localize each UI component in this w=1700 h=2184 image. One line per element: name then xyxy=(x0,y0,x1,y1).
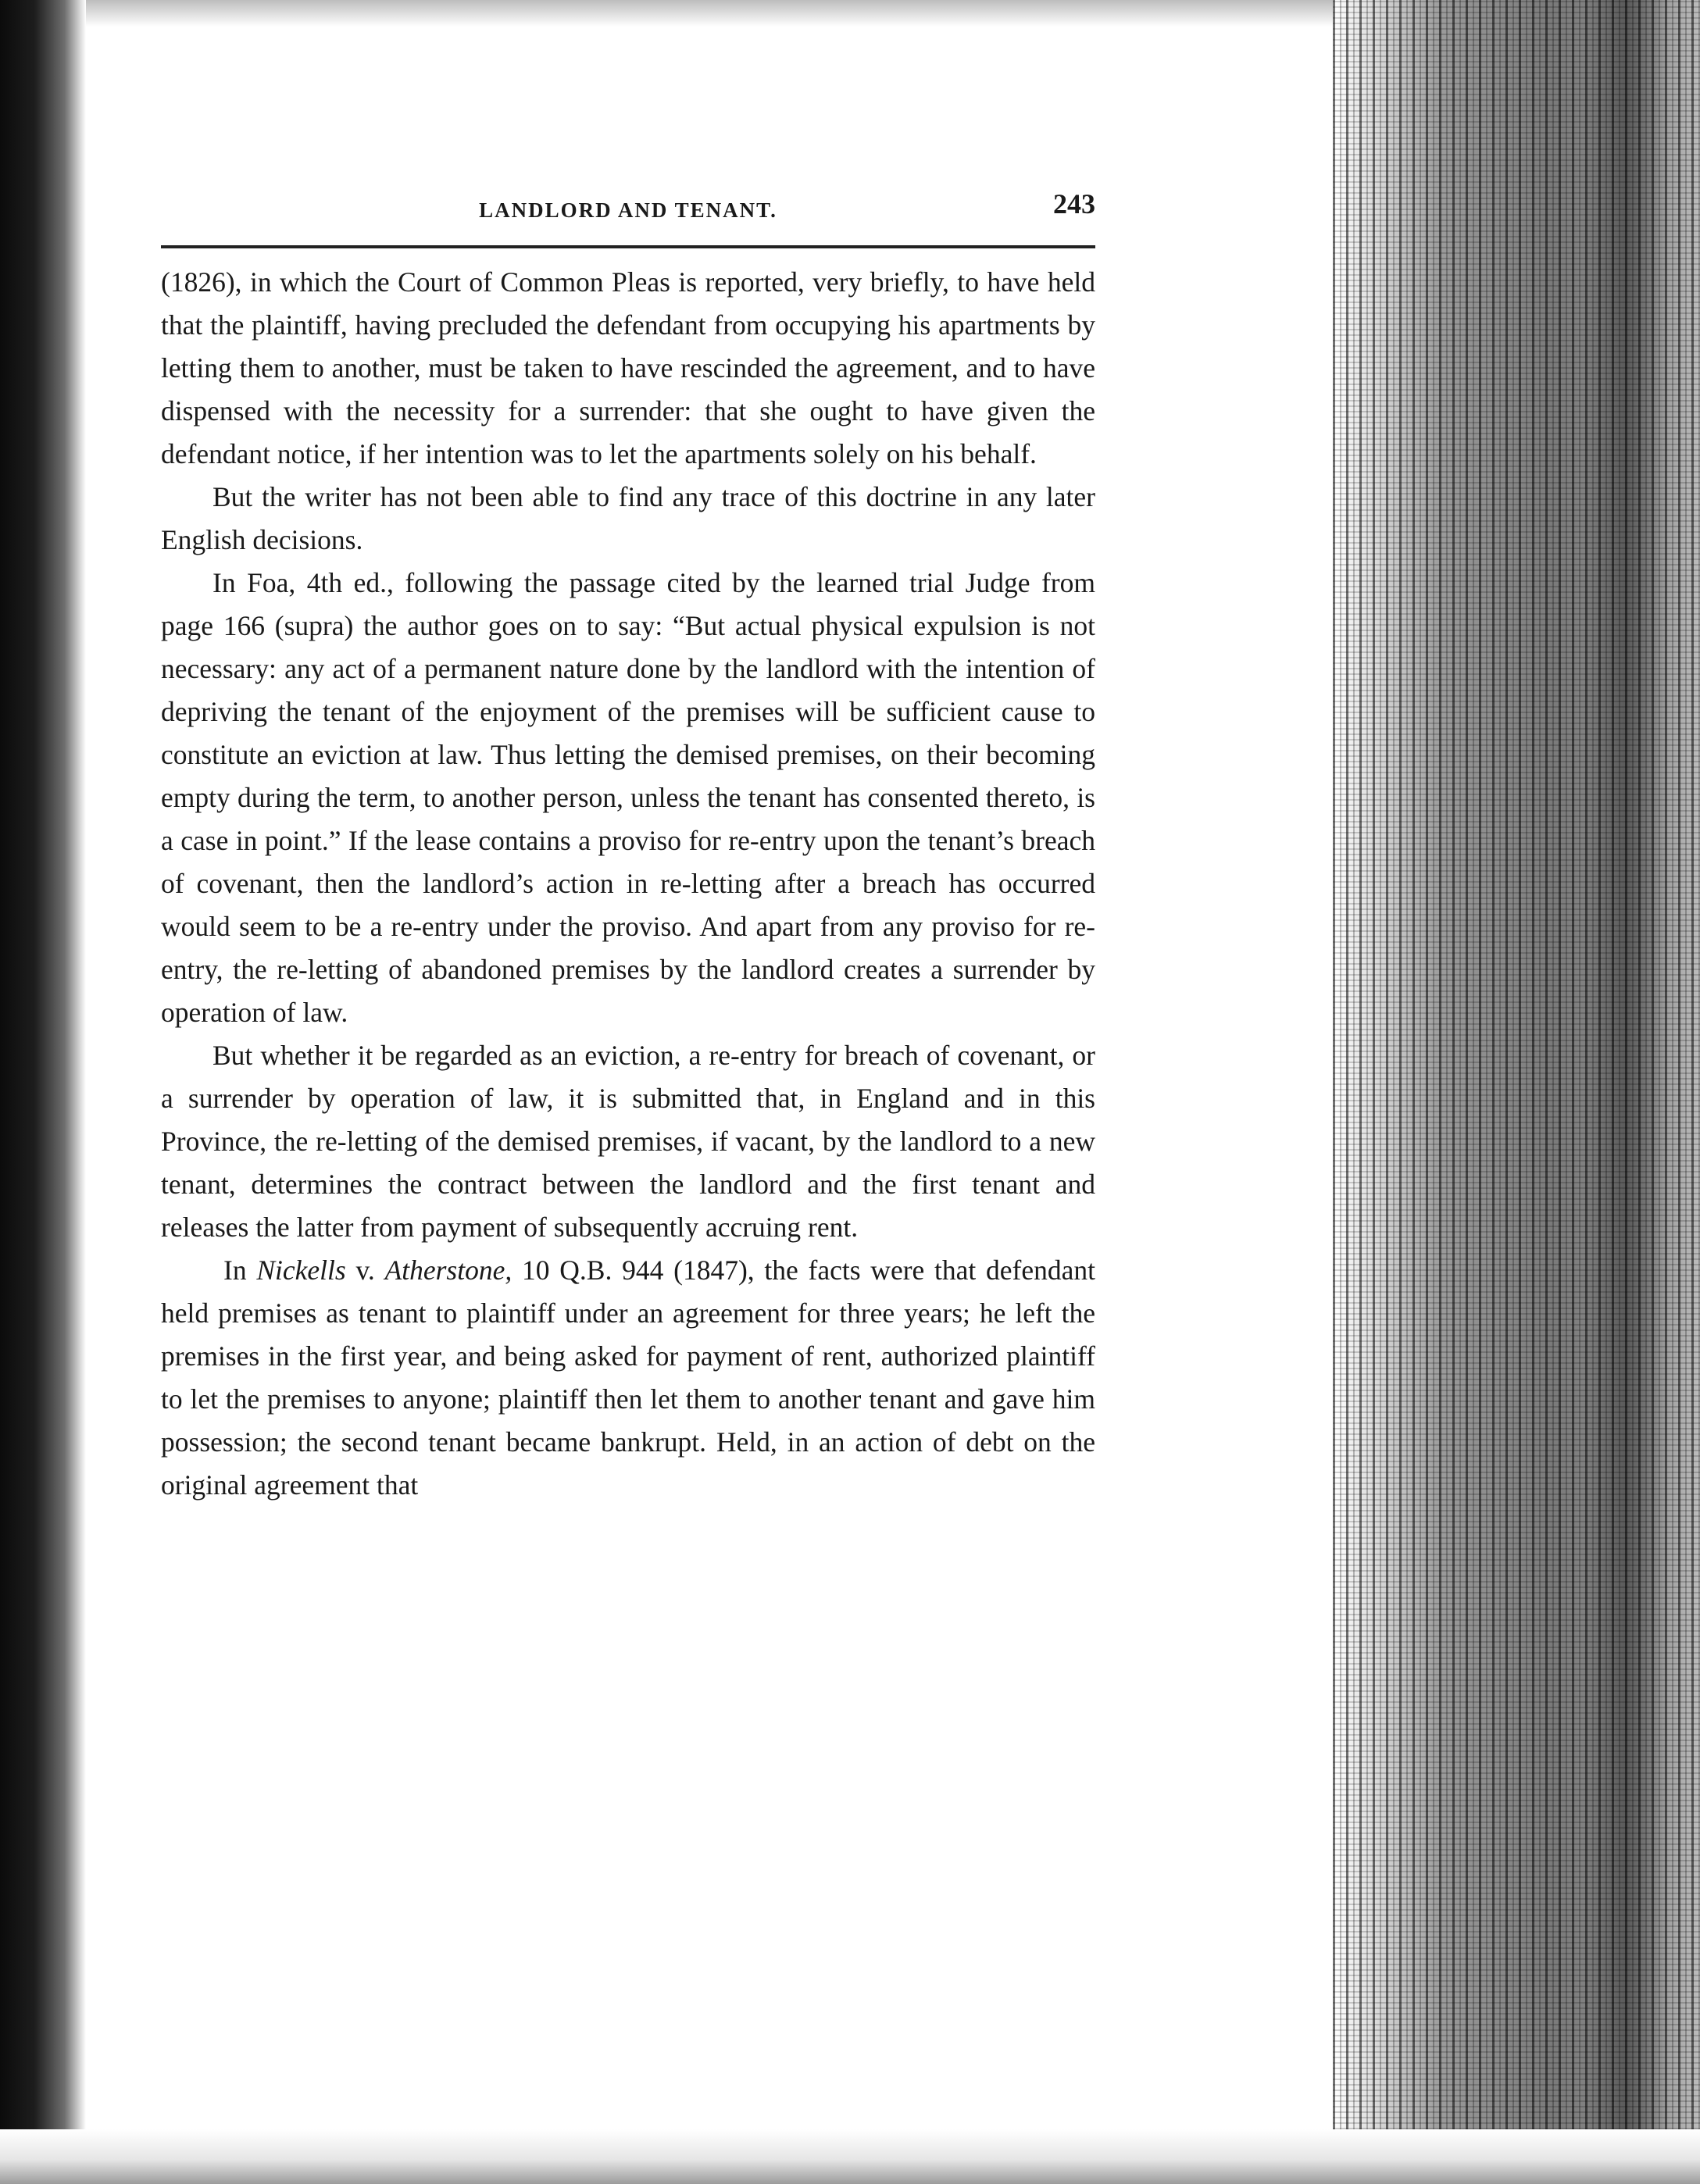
running-header xyxy=(161,187,1095,234)
paragraph: In Foa, 4th ed., following the passage cited by the learned trial Judge from page 166 (supra) the author goes on to say: “But actual physical expulsion is not necessary: any act of a permanent nature done by the landlord with the intention of depriving the tenant of the enjoyment of the premises will be sufficient cause to constitute an eviction at law. Thus letting the demised premises, on their becoming empty during the term, to another person, unless the tenant has consented thereto, is a case in point.” If the lease contains a proviso for re-entry upon the tenant’s breach of covenant, then the landlord’s action in re-letting after a breach has occurred would seem to be a re-entry under the proviso. And apart from any proviso for re-entry, the re-letting of abandoned premises by the landlord creates a surrender by operation of law. xyxy=(161,567,1095,1028)
case-plaintiff: Nickells xyxy=(256,1254,346,1286)
paragraph-continuation: (1826), in which the Court of Common Pleas is reported, very briefly, to have held that the plaintiff, having precluded the defendant from occupying his apartments by letting them to another, must be taken to have rescinded the agreement, and to have dispensed with the necessity for a surrender: that she ought to have given the defendant notice, if her intention was to let the apartments solely on his behalf. xyxy=(161,266,1095,469)
case-lead: In xyxy=(223,1254,257,1286)
page-number: 243 xyxy=(1053,188,1095,219)
scan-bottom-edge xyxy=(0,2129,1700,2184)
case-paragraph xyxy=(161,1249,1095,1507)
book-page xyxy=(161,187,1095,1507)
book-gutter-shadow xyxy=(0,0,86,2184)
running-title: LANDLORD AND TENANT. xyxy=(479,198,777,222)
case-text: 10 Q.B. 944 (1847), the facts were that defendant held premises as tenant to plaintiff under an agreement for three years; he left the premises in the first year, and being asked for payment of rent, authorized plaintiff to let the premises to anyone; plaintiff then let them to another tenant and gave him possession; the second tenant became bankrupt. Held, in an action of debt on the original agreement that xyxy=(161,1254,1095,1501)
case-versus: v. xyxy=(345,1254,385,1286)
paragraph: But whether it be regarded as an eviction, a re-entry for breach of covenant, or a surrender by operation of law, it is submitted that, in England and in this Province, the re-letting of the demised premises, if vacant, by the landlord to a new tenant, determines the contract between the landlord and the first tenant and releases the latter from payment of subsequently accruing rent. xyxy=(161,1040,1095,1243)
book-page-edges-shadow xyxy=(1583,0,1669,2184)
case-defendant: Atherstone, xyxy=(384,1254,512,1286)
header-rule xyxy=(161,245,1095,248)
paragraph: But the writer has not been able to find any trace of this doctrine in any later English decisions. xyxy=(161,481,1095,555)
